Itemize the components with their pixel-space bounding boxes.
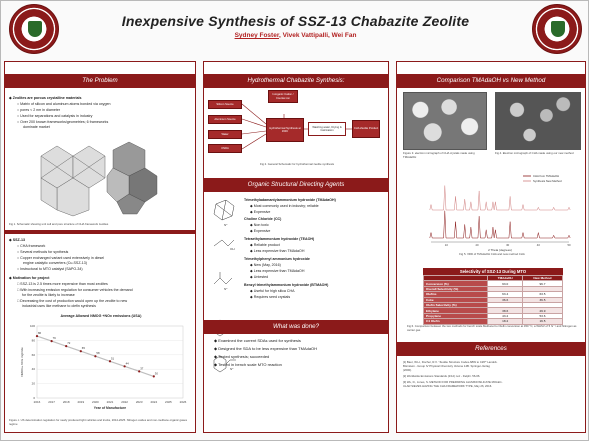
motivation-point-cont: for the zeolite is likely to increase	[22, 293, 75, 297]
xrd-x-tick: 20	[475, 243, 479, 247]
agent-point: ◆ Less expensive than TMAdaOH	[250, 269, 305, 273]
mto-row-label: Coke	[424, 297, 488, 302]
motivation-point-cont: industrial uses like methane to olefin synthesis	[22, 304, 96, 308]
reference-line: Börnstein - Group IV Physical Chemistry Volume 14B. Springer-Verlag	[403, 364, 490, 368]
poster-title: Inexpensive Synthesis of SSZ-13 Chabazite Zeolite	[121, 13, 470, 29]
mto-tmadaoh-value: 93.0	[488, 281, 522, 286]
nmog-data-label: 51	[111, 356, 115, 361]
ssz-point: ○ Instructural to MTO catalyst (SAPO-34)	[17, 267, 83, 271]
cha-product-box: CHA Zeolite Product	[352, 120, 380, 138]
comparison-column	[396, 61, 586, 433]
zeolite-point: ○ Used for separations and catalysis in industry	[17, 114, 93, 118]
hydrothermal-box: Hydrothermal Synthesis at 160C	[266, 118, 304, 142]
nmog-chart	[19, 322, 189, 414]
nmog-caption: Figure c. US determination regulation for newly produced light vehicles and trucks, 2014-2025. Nitrogen oxides and non-methane organic gases regime	[9, 418, 188, 426]
nmog-data-label: 58	[96, 351, 100, 356]
agent-point: ◆ Reliable product	[250, 243, 280, 247]
mto-row-label: C4 Olefin	[424, 319, 488, 324]
xrd-x-label: 2 Theta (degrees)	[488, 248, 512, 252]
nmog-y-tick: 100	[29, 324, 35, 328]
nmog-x-tick: 2020	[92, 400, 99, 404]
nmog-x-tick: 2026	[179, 400, 187, 404]
new-method-micrograph	[495, 92, 581, 150]
other-authors: , Vivek Vattipalli, Wei Fan	[279, 32, 357, 39]
mto-tmadaoh-value: 18.2	[488, 319, 522, 324]
agent-point: ◆ Non toxic	[250, 223, 269, 227]
poster-authors	[1, 32, 589, 39]
nmog-data-label: 37	[140, 366, 144, 371]
mto-row-label: Olefin Selectivity (%)	[424, 302, 488, 307]
nmog-point	[51, 340, 53, 342]
input-aluminum: Aluminum Source	[208, 115, 242, 124]
nmog-x-tick: 2021	[106, 400, 114, 404]
nmog-point	[138, 370, 140, 372]
agent-point: ◆ Expensive	[250, 210, 271, 214]
mto-new-method-value: 53.6	[522, 313, 562, 318]
nmog-y-tick: 60	[31, 352, 35, 357]
zeolite-point: ○ Matrix of silicon and aluminum atoms bonded via oxygen	[17, 102, 111, 106]
nmog-x-tick: 2018	[62, 400, 70, 404]
nmog-data-label: 72	[67, 341, 71, 346]
mto-selectivity-table	[423, 275, 563, 325]
mto-table-title: Selectivity of SSZ-13 During MTO	[423, 268, 563, 275]
reference-line: [2] Worldwide Emissions Standards (2/12) noz - Delphi. 56-66.	[403, 374, 481, 378]
synthesis-column	[203, 61, 389, 433]
reference-line: [1] Baur, W.H., Fischer, R.X. "Zeolite Structure Codes ABW to CZP" Landolt-	[403, 360, 498, 364]
counter-ion-box: Inorganic Cation / Counter-ion	[268, 90, 298, 103]
xrd-series-line	[430, 186, 570, 210]
mto-row-label: Conversion (%)	[424, 281, 488, 286]
nmog-y-tick: 0	[33, 396, 35, 400]
nmog-point	[109, 360, 111, 362]
xrd-caption: Fig 5. XRD of TMAdaOH CHA and new method CHA	[459, 252, 525, 256]
xrd-legend-label: Synthesis New Method	[533, 179, 562, 183]
nmog-data-label: 30	[154, 371, 158, 376]
nmog-y-tick: 40	[31, 367, 35, 372]
nmog-x-tick: 2022	[121, 400, 128, 404]
agent-point: ◆ Expensive	[250, 229, 271, 233]
agent-point: ◆ Less expensive than TMAdaOH	[250, 249, 305, 253]
agent-point: ◆ New (May, 2016)	[250, 263, 281, 267]
done-point: ◆ Examined the current SDAs used for synthesis	[214, 338, 301, 343]
xrd-x-tick: 40	[536, 243, 540, 247]
osda-molecule-structures	[210, 200, 240, 380]
mto-header-cell: TMAdaOH	[488, 276, 522, 281]
mto-new-method-value: 36.5	[522, 297, 562, 302]
motivation-point: □ Decreasing the cost of production would open up the zeolite to new	[17, 299, 128, 303]
done-point: ◆ Tested in bench scale MTO reaction	[214, 362, 282, 367]
nmog-x-tick: 2016	[33, 400, 41, 404]
agent-name: Benzyl trimethylammonium hydroxide (BTMAOH)	[244, 283, 329, 287]
nmog-data-label: 65	[81, 346, 85, 351]
mto-tmadaoh-value: 36.6	[488, 297, 522, 302]
nmog-x-tick: 2019	[77, 400, 85, 404]
svg-text:OH: OH	[230, 247, 235, 251]
mto-new-method-value: 96.7	[522, 281, 562, 286]
problem-column	[4, 61, 196, 433]
xrd-chart	[425, 168, 575, 252]
zeolite-point-cont: dominate market	[23, 125, 50, 129]
input-silicon: Silicon Source	[208, 100, 242, 109]
first-author: Sydney Foster	[234, 32, 279, 39]
nmog-data-label: 44	[125, 361, 129, 366]
nmog-x-tick: 2024	[150, 400, 158, 404]
motivation-heading: ◆ Motivation for project	[9, 276, 50, 280]
comparison-header: Comparison TMAdaOH vs New Method	[397, 74, 585, 88]
problem-header: The Problem	[5, 74, 195, 88]
reference-line: ULAR SIEVES HAVING THE CHA FRAMEWORK TYPE, May 26, 2016.	[403, 384, 493, 388]
reference-line: (2000).	[403, 368, 412, 372]
svg-text:N⁺: N⁺	[224, 287, 228, 291]
reference-line: [3] Wu, D., Jones, S. METHOD FOR PREPARING ALUMINOSILICATE MOLEC-	[403, 380, 503, 384]
agent-name: Trimethylphenyl ammonium hydroxide	[244, 257, 310, 261]
section-divider	[5, 230, 195, 234]
input-osda: OSDA	[208, 144, 242, 153]
mto-header-cell: New Method	[522, 276, 562, 281]
osda-header: Organic Structural Directing Agents	[204, 178, 388, 192]
fig2-caption: Fig 2. General Schematic for hydrothermal zeolite synthesis	[260, 162, 334, 166]
nmog-point	[80, 350, 82, 352]
xrd-x-tick: 10	[444, 243, 448, 247]
cha-framework-illustration	[37, 136, 161, 218]
ssz-point: ○ CHA framework	[17, 244, 46, 248]
university-seal-right	[532, 4, 582, 54]
zeolite-heading: ◆ Zeolites are porous crystalline materials	[9, 96, 82, 100]
zeolite-point: ○ Over 200 known frameworks/geometries; 6 frameworks	[17, 120, 109, 124]
nmog-y-label: NMOG+ NOx mg/mile	[20, 347, 24, 377]
nmog-point	[153, 375, 155, 377]
nmog-chart-title: Average Allowed NMOG +NOx emissions (USA)	[60, 314, 142, 318]
nmog-point	[124, 365, 126, 367]
nmog-x-tick: 2023	[135, 400, 143, 404]
mto-new-method-value: 63.5	[522, 292, 562, 297]
agent-name: Trimethyladamantylammonium hydroxide (TMAdaOH)	[244, 198, 336, 202]
ssz-point: ○ Copper exchanged variant used extensively in diesel	[17, 256, 105, 260]
motivation-point: □ With increasing emission regulation for consumer vehicles the demand	[17, 288, 133, 292]
agent-point: ◆ Most commonly used in industry; reliable	[250, 204, 319, 208]
nmog-x-label: Year of Manufacture	[93, 406, 127, 410]
mto-row-label: Propylene	[424, 313, 488, 318]
done-point: ◆ Designed the SDA to be less expensive than TMAdaOH	[214, 346, 318, 351]
nmog-y-tick: 20	[31, 381, 35, 386]
nmog-point	[94, 355, 96, 357]
references-header: References	[397, 342, 585, 356]
fig4-caption: Fig 4. Electron micrograph of CHA made using our new method	[495, 151, 574, 155]
fig3-caption: Figure 3. electron micrograph of CHA crystals made using TMAdaOH	[403, 151, 475, 159]
input-water: Water	[208, 130, 242, 139]
nmog-point	[36, 335, 38, 337]
agent-name: Choline Chloride (CC)	[244, 217, 282, 221]
nmog-data-label: 79	[52, 336, 56, 341]
nmog-x-tick: 2025	[165, 400, 172, 404]
agent-point: ◆ Useful for high silica CHA	[250, 289, 295, 293]
mto-new-method-value: 29.9	[522, 308, 562, 313]
agent-name: Tetraethylammonium hydroxide (TEAOH)	[244, 237, 315, 241]
synthesis-header: Hydrothermal Chabazite Synthesis:	[204, 74, 388, 88]
ssz-point: ○ Several methods for synthesis	[17, 250, 69, 254]
xrd-x-tick: 50	[567, 243, 571, 247]
ssz-heading: ◆ SSZ-13	[9, 238, 25, 242]
washing-box: Washing water, Drying & Calcination	[308, 122, 346, 136]
done-point: ◆ Tested synthesis; succeeded	[214, 354, 270, 359]
done-header: What was done?	[204, 320, 388, 334]
mto-tmadaoh-value: 63.4	[488, 292, 522, 297]
mto-tmadaoh-value: 38.6	[488, 308, 522, 313]
agent-point: ◆ Untested	[250, 275, 269, 279]
zeolite-point: ○ pores < 2 nm in diameter	[17, 108, 61, 112]
mto-new-method-value: 16.5	[522, 319, 562, 324]
svg-text:N⁺: N⁺	[224, 223, 228, 227]
xrd-series-line	[430, 211, 570, 238]
university-seal-left	[9, 4, 59, 54]
svg-text:N⁺: N⁺	[230, 367, 234, 371]
fig6-caption: Fig 6. Comparison between the two methods for bench scale Methanol to Olefin conversion at 450 °C, a WHSV of 5 hr⁻¹ and Nitrogen as carrier gas	[407, 324, 577, 332]
motivation-point: □ SSZ-13 is 2.5 times more expensive than most zeolites	[17, 282, 108, 286]
xrd-x-tick: 30	[506, 243, 510, 247]
mto-tmadaoh-value: 43.2	[488, 313, 522, 318]
mto-row-label: Overall Selectivity (%)	[424, 286, 488, 291]
agent-point: ◆ Requires seed crystals	[250, 295, 291, 299]
xrd-legend-label: CHA from TMAdaOH	[533, 174, 560, 178]
fig1-caption: Fig 1. Schematic showing unit cell and pore structure of CHA framework zeolites	[9, 222, 109, 226]
ssz-point-cont: engine catalytic converters (Cu-SSZ-13)	[23, 261, 87, 265]
nmog-data-label: 86	[38, 331, 42, 336]
mto-row-label: Ethylene	[424, 308, 488, 313]
nmog-point	[65, 345, 67, 347]
nmog-y-tick: 80	[31, 338, 35, 343]
mto-row-label: Olefins	[424, 292, 488, 297]
tmadaoh-micrograph	[403, 92, 487, 150]
nmog-x-tick: 2017	[48, 400, 55, 404]
